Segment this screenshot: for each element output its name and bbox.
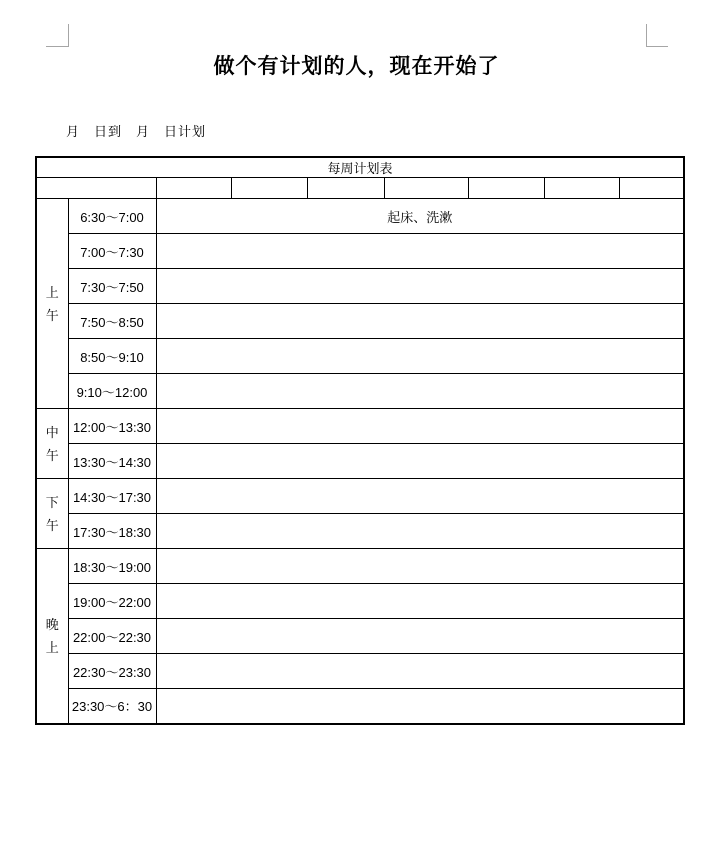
- document-title: 做个有计划的人，现在开始了: [213, 55, 500, 78]
- table-row: [36, 444, 684, 479]
- time-slot: 22:00～22:30: [72, 629, 152, 645]
- table-row: [36, 584, 684, 619]
- table-row: [36, 199, 684, 234]
- time-slot: 7:50～8:50: [80, 314, 144, 330]
- table-row: [36, 374, 684, 409]
- margin-cropmark-top-right: [646, 24, 668, 47]
- time-slot-cell[interactable]: [68, 654, 156, 689]
- day-header-cell[interactable]: [619, 178, 684, 199]
- day-header-cell[interactable]: [468, 178, 544, 199]
- time-slot: 19:00～22:00: [72, 594, 152, 610]
- date-range-line: 月 日到 月 日计划: [66, 124, 207, 139]
- period-label: 中午: [45, 424, 59, 463]
- day-header-cell[interactable]: [156, 178, 231, 199]
- time-slot-cell[interactable]: [68, 619, 156, 654]
- time-slot: 23:30～6：30: [71, 699, 153, 715]
- table-caption-row: [36, 157, 684, 178]
- table-row: [36, 689, 684, 724]
- period-label: 下午: [45, 494, 59, 533]
- day-header-cell[interactable]: [307, 178, 384, 199]
- time-slot-cell[interactable]: [68, 444, 156, 479]
- activity-cell[interactable]: [156, 549, 684, 584]
- table-row: [36, 619, 684, 654]
- day-header-cell[interactable]: [231, 178, 307, 199]
- activity-cell[interactable]: [156, 479, 684, 514]
- table-caption: 每周计划表: [327, 161, 393, 176]
- time-slot: 14:30～17:30: [72, 489, 152, 505]
- table-row: [36, 549, 684, 584]
- weekly-plan-table: [35, 156, 685, 725]
- activity-cell[interactable]: [156, 409, 684, 444]
- activity-cell[interactable]: [156, 304, 684, 339]
- time-slot-cell[interactable]: [68, 234, 156, 269]
- margin-cropmark-top-left: [46, 24, 69, 47]
- activity-cell[interactable]: [156, 269, 684, 304]
- time-slot-cell[interactable]: [68, 584, 156, 619]
- time-slot: 12:00～13:30: [72, 419, 152, 435]
- time-slot-cell[interactable]: [68, 409, 156, 444]
- time-slot: 7:00～7:30: [80, 244, 144, 260]
- activity-cell[interactable]: [156, 339, 684, 374]
- time-slot: 7:30～7:50: [80, 279, 144, 295]
- time-slot: 22:30～23:30: [72, 664, 152, 680]
- time-slot: 18:30～19:00: [72, 559, 152, 575]
- table-row: [36, 339, 684, 374]
- activity-cell[interactable]: [156, 584, 684, 619]
- time-slot-cell[interactable]: [68, 514, 156, 549]
- time-slot-cell[interactable]: [68, 549, 156, 584]
- time-slot: 13:30～14:30: [72, 454, 152, 470]
- time-slot-cell[interactable]: [68, 269, 156, 304]
- activity-cell[interactable]: [156, 234, 684, 269]
- time-slot-cell[interactable]: [68, 374, 156, 409]
- table-row: [36, 654, 684, 689]
- activity-cell[interactable]: [156, 514, 684, 549]
- time-slot: 17:30～18:30: [72, 524, 152, 540]
- period-label-cell[interactable]: [36, 199, 68, 409]
- table-caption-cell[interactable]: [36, 157, 684, 178]
- activity-cell[interactable]: [156, 199, 684, 234]
- day-header-cell[interactable]: [544, 178, 619, 199]
- time-slot: 6:30～7:00: [80, 209, 144, 225]
- period-label-cell[interactable]: [36, 479, 68, 549]
- activity-cell[interactable]: [156, 654, 684, 689]
- table-row: [36, 234, 684, 269]
- time-slot-cell[interactable]: [68, 304, 156, 339]
- activity-cell[interactable]: [156, 619, 684, 654]
- time-slot-cell[interactable]: [68, 199, 156, 234]
- table-row: [36, 304, 684, 339]
- activity-cell[interactable]: [156, 689, 684, 724]
- time-slot: 9:10～12:00: [76, 384, 148, 400]
- table-row: [36, 409, 684, 444]
- table-row: [36, 269, 684, 304]
- table-row: [36, 514, 684, 549]
- period-label-cell[interactable]: [36, 409, 68, 479]
- day-header-row: [36, 178, 684, 199]
- period-label: 晚上: [45, 616, 59, 655]
- time-slot-cell[interactable]: [68, 339, 156, 374]
- time-slot: 8:50～9:10: [80, 349, 144, 365]
- period-label-cell[interactable]: [36, 549, 68, 724]
- table-row: [36, 479, 684, 514]
- time-slot-cell[interactable]: [68, 479, 156, 514]
- activity-text: 起床、洗漱: [387, 209, 453, 225]
- day-header-stub-cell[interactable]: [36, 178, 156, 199]
- period-label: 上午: [45, 284, 59, 323]
- day-header-cell[interactable]: [384, 178, 468, 199]
- activity-cell[interactable]: [156, 374, 684, 409]
- activity-cell[interactable]: [156, 444, 684, 479]
- time-slot-cell[interactable]: [68, 689, 156, 724]
